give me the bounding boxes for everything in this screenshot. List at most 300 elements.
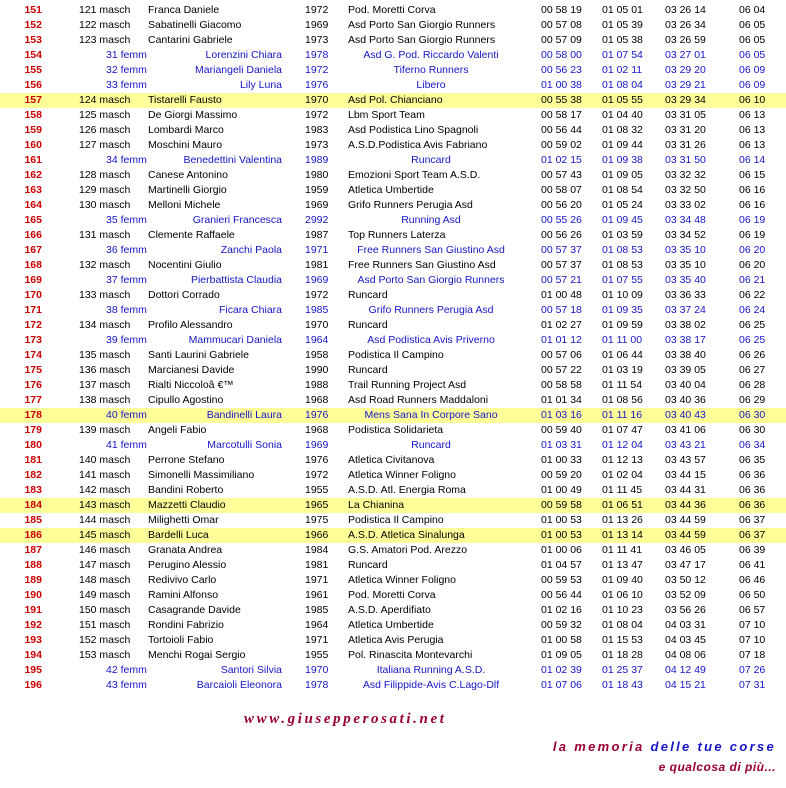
split-1-cell: 01 01 12: [541, 334, 582, 346]
split-2-cell: 01 08 53: [602, 259, 643, 271]
split-1-cell: 01 00 53: [541, 529, 582, 541]
birth-year-cell: 1972: [305, 469, 329, 481]
split-2-cell: 01 11 54: [602, 379, 643, 391]
club-cell: Atletica Civitanova: [348, 454, 435, 466]
position-cell: 181: [24, 454, 42, 466]
split-2-cell: 01 07 54: [602, 49, 643, 61]
birth-year-cell: 1971: [305, 574, 329, 586]
split-2-cell: 01 10 23: [602, 604, 643, 616]
pace-cell: 06 36: [739, 499, 766, 511]
athlete-name-cell: Marcianesi Davide: [148, 364, 235, 376]
birth-year-cell: 1969: [305, 19, 329, 31]
club-cell: Runcard: [411, 439, 451, 451]
split-1-cell: 00 55 38: [541, 94, 582, 106]
category-cell: 143 masch: [79, 499, 131, 511]
finish-time-cell: 03 47 17: [665, 559, 706, 571]
split-1-cell: 00 59 20: [541, 469, 582, 481]
split-1-cell: 00 58 07: [541, 184, 582, 196]
athlete-name-cell: Granieri Francesca: [192, 214, 282, 226]
birth-year-cell: 1955: [305, 484, 329, 496]
category-cell: 133 masch: [79, 289, 131, 301]
pace-cell: 06 20: [739, 259, 766, 271]
motto-part-2: delle tue corse: [650, 739, 776, 754]
split-2-cell: 01 05 39: [602, 19, 643, 31]
position-cell: 177: [24, 394, 42, 406]
position-cell: 165: [24, 214, 42, 226]
birth-year-cell: 1968: [305, 394, 329, 406]
table-row: [0, 63, 786, 78]
club-cell: A.S.D. Atletica Sinalunga: [348, 529, 465, 541]
pace-cell: 06 19: [739, 229, 766, 241]
split-1-cell: 00 56 26: [541, 229, 582, 241]
table-row: [0, 273, 786, 288]
finish-time-cell: 03 46 05: [665, 544, 706, 556]
athlete-name-cell: Mariangeli Daniela: [195, 64, 282, 76]
position-cell: 188: [24, 559, 42, 571]
split-2-cell: 01 05 24: [602, 199, 643, 211]
athlete-name-cell: Bandini Roberto: [148, 484, 224, 496]
birth-year-cell: 1973: [305, 34, 329, 46]
position-cell: 159: [24, 124, 42, 136]
table-row: [0, 258, 786, 273]
birth-year-cell: 1972: [305, 4, 329, 16]
split-2-cell: 01 02 04: [602, 469, 643, 481]
split-2-cell: 01 06 44: [602, 349, 643, 361]
finish-time-cell: 03 29 21: [665, 79, 706, 91]
athlete-name-cell: Zanchi Paola: [220, 244, 282, 256]
table-row: [0, 303, 786, 318]
club-cell: Mens Sana In Corpore Sano: [364, 409, 498, 421]
table-row: [0, 663, 786, 678]
split-2-cell: 01 02 11: [602, 64, 643, 76]
club-cell: Podistica Il Campino: [348, 349, 444, 361]
club-cell: Emozioni Sport Team A.S.D.: [348, 169, 481, 181]
split-1-cell: 00 57 37: [541, 259, 582, 271]
athlete-name-cell: Menchi Rogai Sergio: [148, 649, 246, 661]
athlete-name-cell: Marcotulli Sonia: [207, 439, 282, 451]
club-cell: Runcard: [348, 289, 388, 301]
category-cell: 144 masch: [79, 514, 131, 526]
position-cell: 190: [24, 589, 42, 601]
finish-time-cell: 04 08 06: [665, 649, 706, 661]
position-cell: 176: [24, 379, 42, 391]
table-row: [0, 498, 786, 513]
split-1-cell: 01 00 58: [541, 634, 582, 646]
athlete-name-cell: Moschini Mauro: [148, 139, 223, 151]
position-cell: 156: [24, 79, 42, 91]
birth-year-cell: 1964: [305, 619, 329, 631]
finish-time-cell: 04 03 31: [665, 619, 706, 631]
table-row: [0, 78, 786, 93]
table-row: [0, 228, 786, 243]
club-cell: G.S. Amatori Pod. Arezzo: [348, 544, 468, 556]
results-table: [0, 3, 786, 693]
category-cell: 123 masch: [79, 34, 131, 46]
birth-year-cell: 1973: [305, 139, 329, 151]
split-1-cell: 01 03 16: [541, 409, 582, 421]
finish-time-cell: 04 15 21: [665, 679, 706, 691]
split-1-cell: 00 57 21: [541, 274, 582, 286]
club-cell: Free Runners San Giustino Asd: [348, 259, 496, 271]
pace-cell: 06 25: [739, 319, 766, 331]
birth-year-cell: 1985: [305, 304, 329, 316]
position-cell: 157: [24, 94, 42, 106]
athlete-name-cell: Tortoioli Fabio: [148, 634, 214, 646]
table-row: [0, 588, 786, 603]
category-cell: 139 masch: [79, 424, 131, 436]
club-cell: Trail Running Project Asd: [348, 379, 467, 391]
split-2-cell: 01 05 55: [602, 94, 643, 106]
split-1-cell: 00 59 40: [541, 424, 582, 436]
table-row: [0, 48, 786, 63]
split-1-cell: 01 01 34: [541, 394, 582, 406]
birth-year-cell: 1981: [305, 259, 329, 271]
position-cell: 164: [24, 199, 42, 211]
pace-cell: 07 18: [739, 649, 766, 661]
split-2-cell: 01 18 43: [602, 679, 643, 691]
split-2-cell: 01 09 44: [602, 139, 643, 151]
finish-time-cell: 03 34 52: [665, 229, 706, 241]
split-1-cell: 00 57 18: [541, 304, 582, 316]
club-cell: Top Runners Laterza: [348, 229, 446, 241]
split-1-cell: 00 56 20: [541, 199, 582, 211]
club-cell: Asd Road Runners Maddaloni: [348, 394, 489, 406]
split-2-cell: 01 13 47: [602, 559, 643, 571]
split-1-cell: 01 00 49: [541, 484, 582, 496]
finish-time-cell: 03 40 36: [665, 394, 706, 406]
athlete-name-cell: Barcaioli Eleonora: [196, 679, 282, 691]
pace-cell: 06 15: [739, 169, 766, 181]
birth-year-cell: 1984: [305, 544, 329, 556]
club-cell: Asd Porto San Giorgio Runners: [357, 274, 505, 286]
split-2-cell: 01 07 55: [602, 274, 643, 286]
finish-time-cell: 03 40 04: [665, 379, 706, 391]
athlete-name-cell: Perrone Stefano: [148, 454, 225, 466]
pace-cell: 06 37: [739, 514, 766, 526]
category-cell: 152 masch: [79, 634, 131, 646]
club-cell: Libero: [416, 79, 446, 91]
split-1-cell: 00 56 23: [541, 64, 582, 76]
split-1-cell: 01 00 06: [541, 544, 582, 556]
split-2-cell: 01 10 09: [602, 289, 643, 301]
table-row: [0, 348, 786, 363]
position-cell: 162: [24, 169, 42, 181]
table-row: [0, 678, 786, 693]
table-row: [0, 633, 786, 648]
athlete-name-cell: Franca Daniele: [148, 4, 220, 16]
category-cell: 122 masch: [79, 19, 131, 31]
table-row: [0, 453, 786, 468]
club-cell: Atletica Winner Foligno: [348, 469, 456, 481]
category-cell: 137 masch: [79, 379, 131, 391]
birth-year-cell: 1969: [305, 199, 329, 211]
position-cell: 189: [24, 574, 42, 586]
athlete-name-cell: Tistarelli Fausto: [148, 94, 222, 106]
split-1-cell: 00 58 19: [541, 4, 582, 16]
table-row: [0, 333, 786, 348]
category-cell: 149 masch: [79, 589, 131, 601]
position-cell: 154: [24, 49, 42, 61]
birth-year-cell: 1971: [305, 244, 329, 256]
category-cell: 134 masch: [79, 319, 131, 331]
club-cell: Runcard: [411, 154, 451, 166]
pace-cell: 06 30: [739, 409, 766, 421]
club-cell: A.S.D.Podistica Avis Fabriano: [348, 139, 488, 151]
pace-cell: 06 39: [739, 544, 766, 556]
split-1-cell: 00 55 26: [541, 214, 582, 226]
birth-year-cell: 1970: [305, 319, 329, 331]
club-cell: Tiferno Runners: [393, 64, 469, 76]
website-url[interactable]: www.giusepperosati.net: [244, 711, 447, 727]
pace-cell: 06 26: [739, 349, 766, 361]
position-cell: 180: [24, 439, 42, 451]
table-row: [0, 318, 786, 333]
athlete-name-cell: De Giorgi Massimo: [148, 109, 238, 121]
pace-cell: 06 24: [739, 304, 766, 316]
club-cell: Atletica Winner Foligno: [348, 574, 456, 586]
position-cell: 152: [24, 19, 42, 31]
split-2-cell: 01 11 45: [602, 484, 643, 496]
table-row: [0, 603, 786, 618]
finish-time-cell: 03 34 48: [665, 214, 706, 226]
pace-cell: 06 05: [739, 19, 766, 31]
birth-year-cell: 1955: [305, 649, 329, 661]
position-cell: 167: [24, 244, 42, 256]
pace-cell: 06 13: [739, 139, 766, 151]
birth-year-cell: 1972: [305, 64, 329, 76]
pace-cell: 06 28: [739, 379, 766, 391]
split-2-cell: 01 09 45: [602, 214, 643, 226]
club-cell: Runcard: [348, 559, 388, 571]
split-2-cell: 01 08 56: [602, 394, 643, 406]
birth-year-cell: 1969: [305, 274, 329, 286]
table-row: [0, 153, 786, 168]
split-2-cell: 01 06 10: [602, 589, 643, 601]
athlete-name-cell: Lily Luna: [239, 79, 282, 91]
split-2-cell: 01 18 28: [602, 649, 643, 661]
finish-time-cell: 03 31 26: [665, 139, 706, 151]
category-cell: 40 femm: [106, 409, 147, 421]
club-cell: Pod. Moretti Corva: [348, 589, 436, 601]
split-2-cell: 01 08 53: [602, 244, 643, 256]
category-cell: 153 masch: [79, 649, 131, 661]
position-cell: 161: [24, 154, 42, 166]
athlete-name-cell: Granata Andrea: [148, 544, 223, 556]
split-1-cell: 00 56 44: [541, 589, 582, 601]
pace-cell: 06 09: [739, 79, 766, 91]
club-cell: Atletica Umbertide: [348, 184, 434, 196]
table-row: [0, 618, 786, 633]
split-1-cell: 01 00 53: [541, 514, 582, 526]
split-1-cell: 00 59 58: [541, 499, 582, 511]
club-cell: Asd Pol. Chianciano: [348, 94, 443, 106]
finish-time-cell: 03 26 34: [665, 19, 706, 31]
birth-year-cell: 1970: [305, 94, 329, 106]
athlete-name-cell: Mammucari Daniela: [188, 334, 282, 346]
athlete-name-cell: Nocentini Giulio: [148, 259, 222, 271]
split-1-cell: 00 56 44: [541, 124, 582, 136]
athlete-name-cell: Rondini Fabrizio: [148, 619, 224, 631]
category-cell: 147 masch: [79, 559, 131, 571]
pace-cell: 06 05: [739, 49, 766, 61]
split-1-cell: 01 07 06: [541, 679, 582, 691]
athlete-name-cell: Angeli Fabio: [148, 424, 207, 436]
athlete-name-cell: Canese Antonino: [148, 169, 228, 181]
pace-cell: 07 26: [739, 664, 766, 676]
finish-time-cell: 03 38 40: [665, 349, 706, 361]
club-cell: Asd Podistica Lino Spagnoli: [348, 124, 479, 136]
birth-year-cell: 1964: [305, 334, 329, 346]
split-2-cell: 01 12 13: [602, 454, 643, 466]
athlete-name-cell: Perugino Alessio: [148, 559, 227, 571]
table-row: [0, 108, 786, 123]
category-cell: 41 femm: [106, 439, 147, 451]
pace-cell: 06 19: [739, 214, 766, 226]
category-cell: 39 femm: [106, 334, 147, 346]
finish-time-cell: 03 56 26: [665, 604, 706, 616]
split-2-cell: 01 06 51: [602, 499, 643, 511]
club-cell: Runcard: [348, 319, 388, 331]
birth-year-cell: 1983: [305, 124, 329, 136]
finish-time-cell: 03 35 10: [665, 259, 706, 271]
athlete-name-cell: Melloni Michele: [148, 199, 221, 211]
table-row: [0, 438, 786, 453]
pace-cell: 06 16: [739, 199, 766, 211]
table-row: [0, 648, 786, 663]
table-row: [0, 198, 786, 213]
club-cell: Atletica Umbertide: [348, 619, 434, 631]
table-row: [0, 243, 786, 258]
table-row: [0, 168, 786, 183]
position-cell: 183: [24, 484, 42, 496]
athlete-name-cell: Bardelli Luca: [148, 529, 209, 541]
finish-time-cell: 03 44 31: [665, 484, 706, 496]
position-cell: 186: [24, 529, 42, 541]
position-cell: 194: [24, 649, 42, 661]
pace-cell: 06 30: [739, 424, 766, 436]
split-1-cell: 00 58 58: [541, 379, 582, 391]
position-cell: 182: [24, 469, 42, 481]
split-2-cell: 01 11 41: [602, 544, 643, 556]
finish-time-cell: 03 44 59: [665, 514, 706, 526]
motto-part-1: la memoria: [552, 739, 645, 754]
athlete-name-cell: Casagrande Davide: [148, 604, 241, 616]
club-cell: A.S.D. Atl. Energia Roma: [348, 484, 466, 496]
split-1-cell: 00 57 06: [541, 349, 582, 361]
position-cell: 187: [24, 544, 42, 556]
category-cell: 145 masch: [79, 529, 131, 541]
position-cell: 184: [24, 499, 42, 511]
finish-time-cell: 03 26 14: [665, 4, 706, 16]
pace-cell: 06 41: [739, 559, 766, 571]
split-2-cell: 01 03 59: [602, 229, 643, 241]
category-cell: 124 masch: [79, 94, 131, 106]
split-1-cell: 01 02 16: [541, 604, 582, 616]
birth-year-cell: 1972: [305, 289, 329, 301]
split-1-cell: 01 09 05: [541, 649, 582, 661]
pace-cell: 06 10: [739, 94, 766, 106]
category-cell: 146 masch: [79, 544, 131, 556]
category-cell: 34 femm: [106, 154, 147, 166]
finish-time-cell: 03 52 09: [665, 589, 706, 601]
position-cell: 172: [24, 319, 42, 331]
pace-cell: 06 09: [739, 64, 766, 76]
pace-cell: 06 50: [739, 589, 766, 601]
position-cell: 192: [24, 619, 42, 631]
pace-cell: 06 37: [739, 529, 766, 541]
table-row: [0, 483, 786, 498]
finish-time-cell: 03 26 59: [665, 34, 706, 46]
club-cell: Lbm Sport Team: [348, 109, 425, 121]
position-cell: 168: [24, 259, 42, 271]
birth-year-cell: 1972: [305, 109, 329, 121]
birth-year-cell: 1976: [305, 79, 329, 91]
finish-time-cell: 03 40 43: [665, 409, 706, 421]
position-cell: 179: [24, 424, 42, 436]
split-1-cell: 01 00 33: [541, 454, 582, 466]
category-cell: 31 femm: [106, 49, 147, 61]
position-cell: 174: [24, 349, 42, 361]
table-row: [0, 573, 786, 588]
split-1-cell: 01 03 31: [541, 439, 582, 451]
table-row: [0, 513, 786, 528]
club-cell: Asd G. Pod. Riccardo Valenti: [363, 49, 499, 61]
split-1-cell: 01 02 15: [541, 154, 582, 166]
split-1-cell: 00 57 09: [541, 34, 582, 46]
position-cell: 175: [24, 364, 42, 376]
pace-cell: 06 25: [739, 334, 766, 346]
athlete-name-cell: Redivivo Carlo: [148, 574, 217, 586]
club-cell: Pol. Rinascita Montevarchi: [348, 649, 473, 661]
pace-cell: 07 31: [739, 679, 766, 691]
table-row: [0, 408, 786, 423]
athlete-name-cell: Ficara Chiara: [218, 304, 282, 316]
birth-year-cell: 1978: [305, 679, 329, 691]
birth-year-cell: 1988: [305, 379, 329, 391]
category-cell: 32 femm: [106, 64, 147, 76]
finish-time-cell: 04 12 49: [665, 664, 706, 676]
pace-cell: 06 20: [739, 244, 766, 256]
position-cell: 153: [24, 34, 42, 46]
split-1-cell: 00 58 17: [541, 109, 582, 121]
split-1-cell: 01 00 48: [541, 289, 582, 301]
split-2-cell: 01 11 16: [602, 409, 643, 421]
athlete-name-cell: Bandinelli Laura: [206, 409, 282, 421]
club-cell: A.S.D. Aperdifiato: [348, 604, 431, 616]
category-cell: 151 masch: [79, 619, 131, 631]
athlete-name-cell: Benedettini Valentina: [183, 154, 282, 166]
category-cell: 131 masch: [79, 229, 131, 241]
athlete-name-cell: Martinelli Giorgio: [148, 184, 227, 196]
split-1-cell: 01 02 39: [541, 664, 582, 676]
split-2-cell: 01 09 38: [602, 154, 643, 166]
club-cell: Podistica Solidarieta: [348, 424, 444, 436]
position-cell: 151: [24, 4, 42, 16]
split-2-cell: 01 05 01: [602, 4, 643, 16]
athlete-name-cell: Ramini Alfonso: [148, 589, 219, 601]
finish-time-cell: 03 44 36: [665, 499, 706, 511]
category-cell: 36 femm: [106, 244, 147, 256]
finish-time-cell: 03 29 20: [665, 64, 706, 76]
category-cell: 136 masch: [79, 364, 131, 376]
category-cell: 150 masch: [79, 604, 131, 616]
split-1-cell: 01 02 27: [541, 319, 582, 331]
finish-time-cell: 04 03 45: [665, 634, 706, 646]
birth-year-cell: 1959: [305, 184, 329, 196]
finish-time-cell: 03 41 06: [665, 424, 706, 436]
birth-year-cell: 1975: [305, 514, 329, 526]
club-cell: Running Asd: [401, 214, 461, 226]
